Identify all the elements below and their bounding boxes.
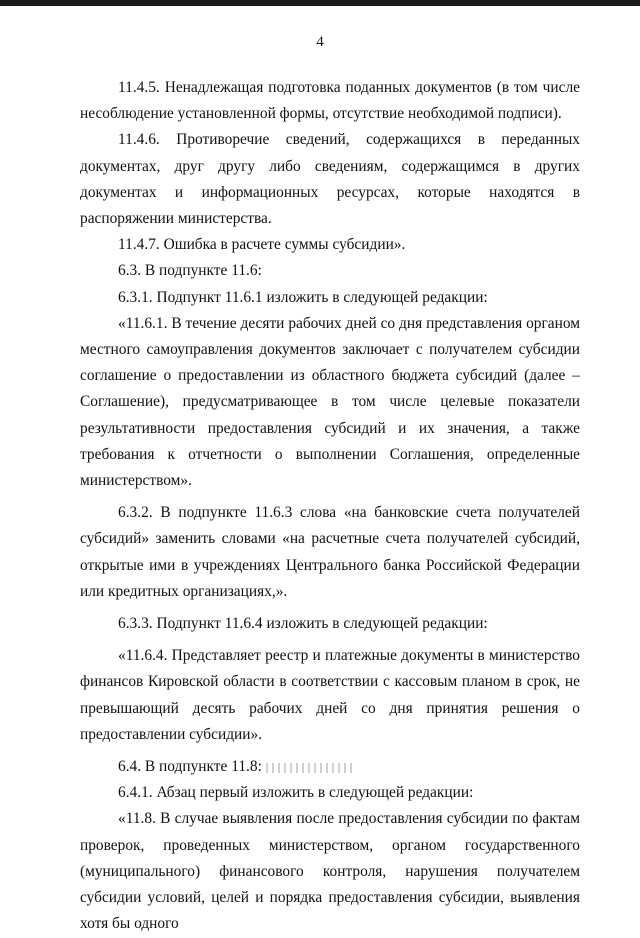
paragraph-6-3-2: 6.3.2. В подпункте 11.6.3 слова «на банковские счета получателей субсидий» заменить словами «на расчетные счета получателей субсидий, открытые ими в учреждениях Центрального банка Российской Федерации или кредитных организациях,». [80,504,580,600]
paragraph-6-4-1: 6.4.1. Абзац первый изложить в следующей редакции: [118,784,474,802]
top-border-rule [0,0,640,6]
paragraph-11-4-5: 11.4.5. Ненадлежащая подготовка поданных документов (в том числе несоблюдение установленной формы, отсутствие необходимой подписи). [80,79,580,123]
paragraph-6-3-3: 6.3.3. Подпункт 11.6.4 изложить в следующей редакции: [118,615,488,633]
paragraph-11-6-4-quote: «11.6.4. Представляет реестр и платежные документы в министерство финансов Кировской области в соответствии с кассовым планом в срок, не превышающий десять рабочих дней со дня принятия решения о предоставлении субсидии». [80,647,580,743]
paragraph-6-3: 6.3. В подпункте 11.6: [118,262,262,280]
paragraph-11-4-6: 11.4.6. Противоречие сведений, содержащихся в переданных документах, друг другу либо сведениям, содержащимся в других документах и информационных ресурсах, которые находятся в распоряжении министерства. [80,131,580,228]
scan-noise-mark [266,763,356,773]
paragraph-6-4 [80,754,580,780]
page-number: 4 [316,34,324,50]
paragraph-6-3-1: 6.3.1. Подпункт 11.6.1 изложить в следующей редакции: [118,288,488,306]
document-body [80,75,580,938]
paragraph-11-4-7: 11.4.7. Ошибка в расчете суммы субсидии». [118,236,406,254]
paragraph-11-6-1-quote: «11.6.1. В течение десяти рабочих дней со дня представления органом местного самоуправления документов заключает с получателем субсидии соглашение о предоставлении из областного бюджета субсидий (далее – Соглашение), предусматривающее в том числе целевые показатели результативности предоставления субсидий и их значения, а также требования к отчетности о выполнении Соглашения, определенные министерством». [80,314,580,490]
paragraph-6-4-text: 6.4. В подпункте 11.8: [118,758,262,776]
paragraph-11-8-quote: «11.8. В случае выявления после предоставления субсидии по фактам проверок, проведенных министерством, органом государственного (муниципального) финансового контроля, нарушения получателем субсидии условий, целей и порядка предоставления субсидии, выявления хотя бы одного [80,810,580,933]
